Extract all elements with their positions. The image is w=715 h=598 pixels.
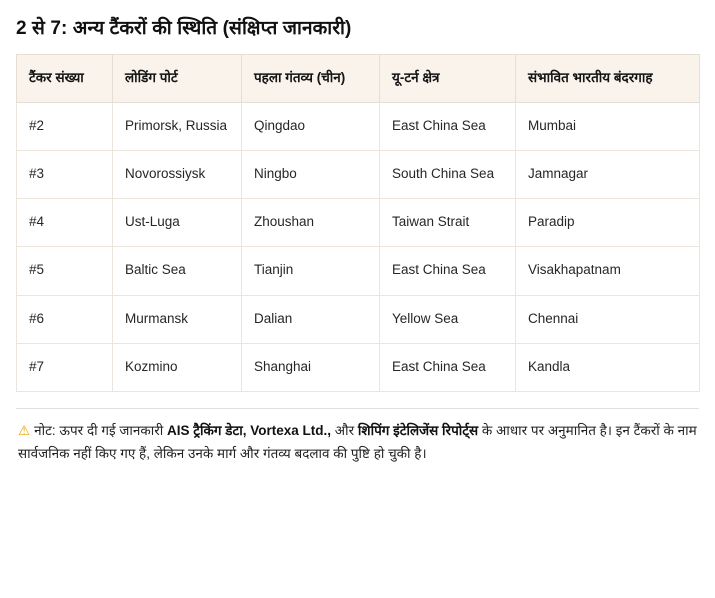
cell-loading-port: Baltic Sea [113, 247, 242, 295]
cell-uturn-zone: East China Sea [380, 343, 516, 391]
cell-first-destination: Tianjin [242, 247, 380, 295]
cell-indian-port: Paradip [516, 199, 700, 247]
table-row [17, 343, 700, 391]
cell-uturn-zone: East China Sea [380, 247, 516, 295]
cell-indian-port: Mumbai [516, 102, 700, 150]
cell-uturn-zone: South China Sea [380, 150, 516, 198]
table-row [17, 150, 700, 198]
cell-indian-port: Visakhapatnam [516, 247, 700, 295]
footnote-text-part1: नोट: ऊपर दी गई जानकारी [34, 423, 167, 439]
cell-loading-port: Ust-Luga [113, 199, 242, 247]
cell-uturn-zone: East China Sea [380, 102, 516, 150]
warning-icon: ⚠ [18, 423, 31, 439]
footnote-text-part2: और [331, 423, 358, 439]
column-header-loading-port: लोडिंग पोर्ट [113, 55, 242, 103]
cell-tanker-number: #6 [17, 295, 113, 343]
page-title: 2 से 7: अन्य टैंकरों की स्थिति (संक्षिप्त जानकारी) [16, 18, 352, 39]
cell-tanker-number: #3 [17, 150, 113, 198]
column-header-first-destination: पहला गंतव्य (चीन) [242, 55, 380, 103]
cell-tanker-number: #2 [17, 102, 113, 150]
cell-loading-port: Kozmino [113, 343, 242, 391]
cell-indian-port: Jamnagar [516, 150, 700, 198]
cell-tanker-number: #5 [17, 247, 113, 295]
cell-indian-port: Chennai [516, 295, 700, 343]
cell-loading-port: Novorossiysk [113, 150, 242, 198]
cell-uturn-zone: Taiwan Strait [380, 199, 516, 247]
table-header-row [17, 55, 700, 103]
cell-indian-port: Kandla [516, 343, 700, 391]
footnote [16, 408, 699, 473]
footnote-text-part3: के आधार पर अनुमानित है। इन टैंकरों के नाम सार्वजनिक नहीं किए गए हैं, लेकिन उनके मार्ग और गंतव्य बदलाव की पुष्टि हो चुकी है। [18, 423, 697, 462]
table-row [17, 247, 700, 295]
cell-first-destination: Qingdao [242, 102, 380, 150]
cell-first-destination: Dalian [242, 295, 380, 343]
tanker-status-table [16, 54, 700, 392]
cell-loading-port: Primorsk, Russia [113, 102, 242, 150]
cell-uturn-zone: Yellow Sea [380, 295, 516, 343]
table-row [17, 199, 700, 247]
cell-tanker-number: #4 [17, 199, 113, 247]
cell-first-destination: Shanghai [242, 343, 380, 391]
column-header-uturn-zone: यू-टर्न क्षेत्र [380, 55, 516, 103]
footnote-source-shipping: शिपिंग इंटेलिजेंस रिपोर्ट्स [357, 423, 479, 439]
column-header-indian-port: संभावित भारतीय बंदरगाह [516, 55, 700, 103]
table-row [17, 295, 700, 343]
table-row [17, 102, 700, 150]
cell-loading-port: Murmansk [113, 295, 242, 343]
cell-first-destination: Zhoushan [242, 199, 380, 247]
cell-tanker-number: #7 [17, 343, 113, 391]
footnote-source-ais: AIS ट्रैकिंग डेटा, Vortexa Ltd., [166, 423, 332, 439]
column-header-tanker-number: टैंकर संख्या [17, 55, 113, 103]
cell-first-destination: Ningbo [242, 150, 380, 198]
